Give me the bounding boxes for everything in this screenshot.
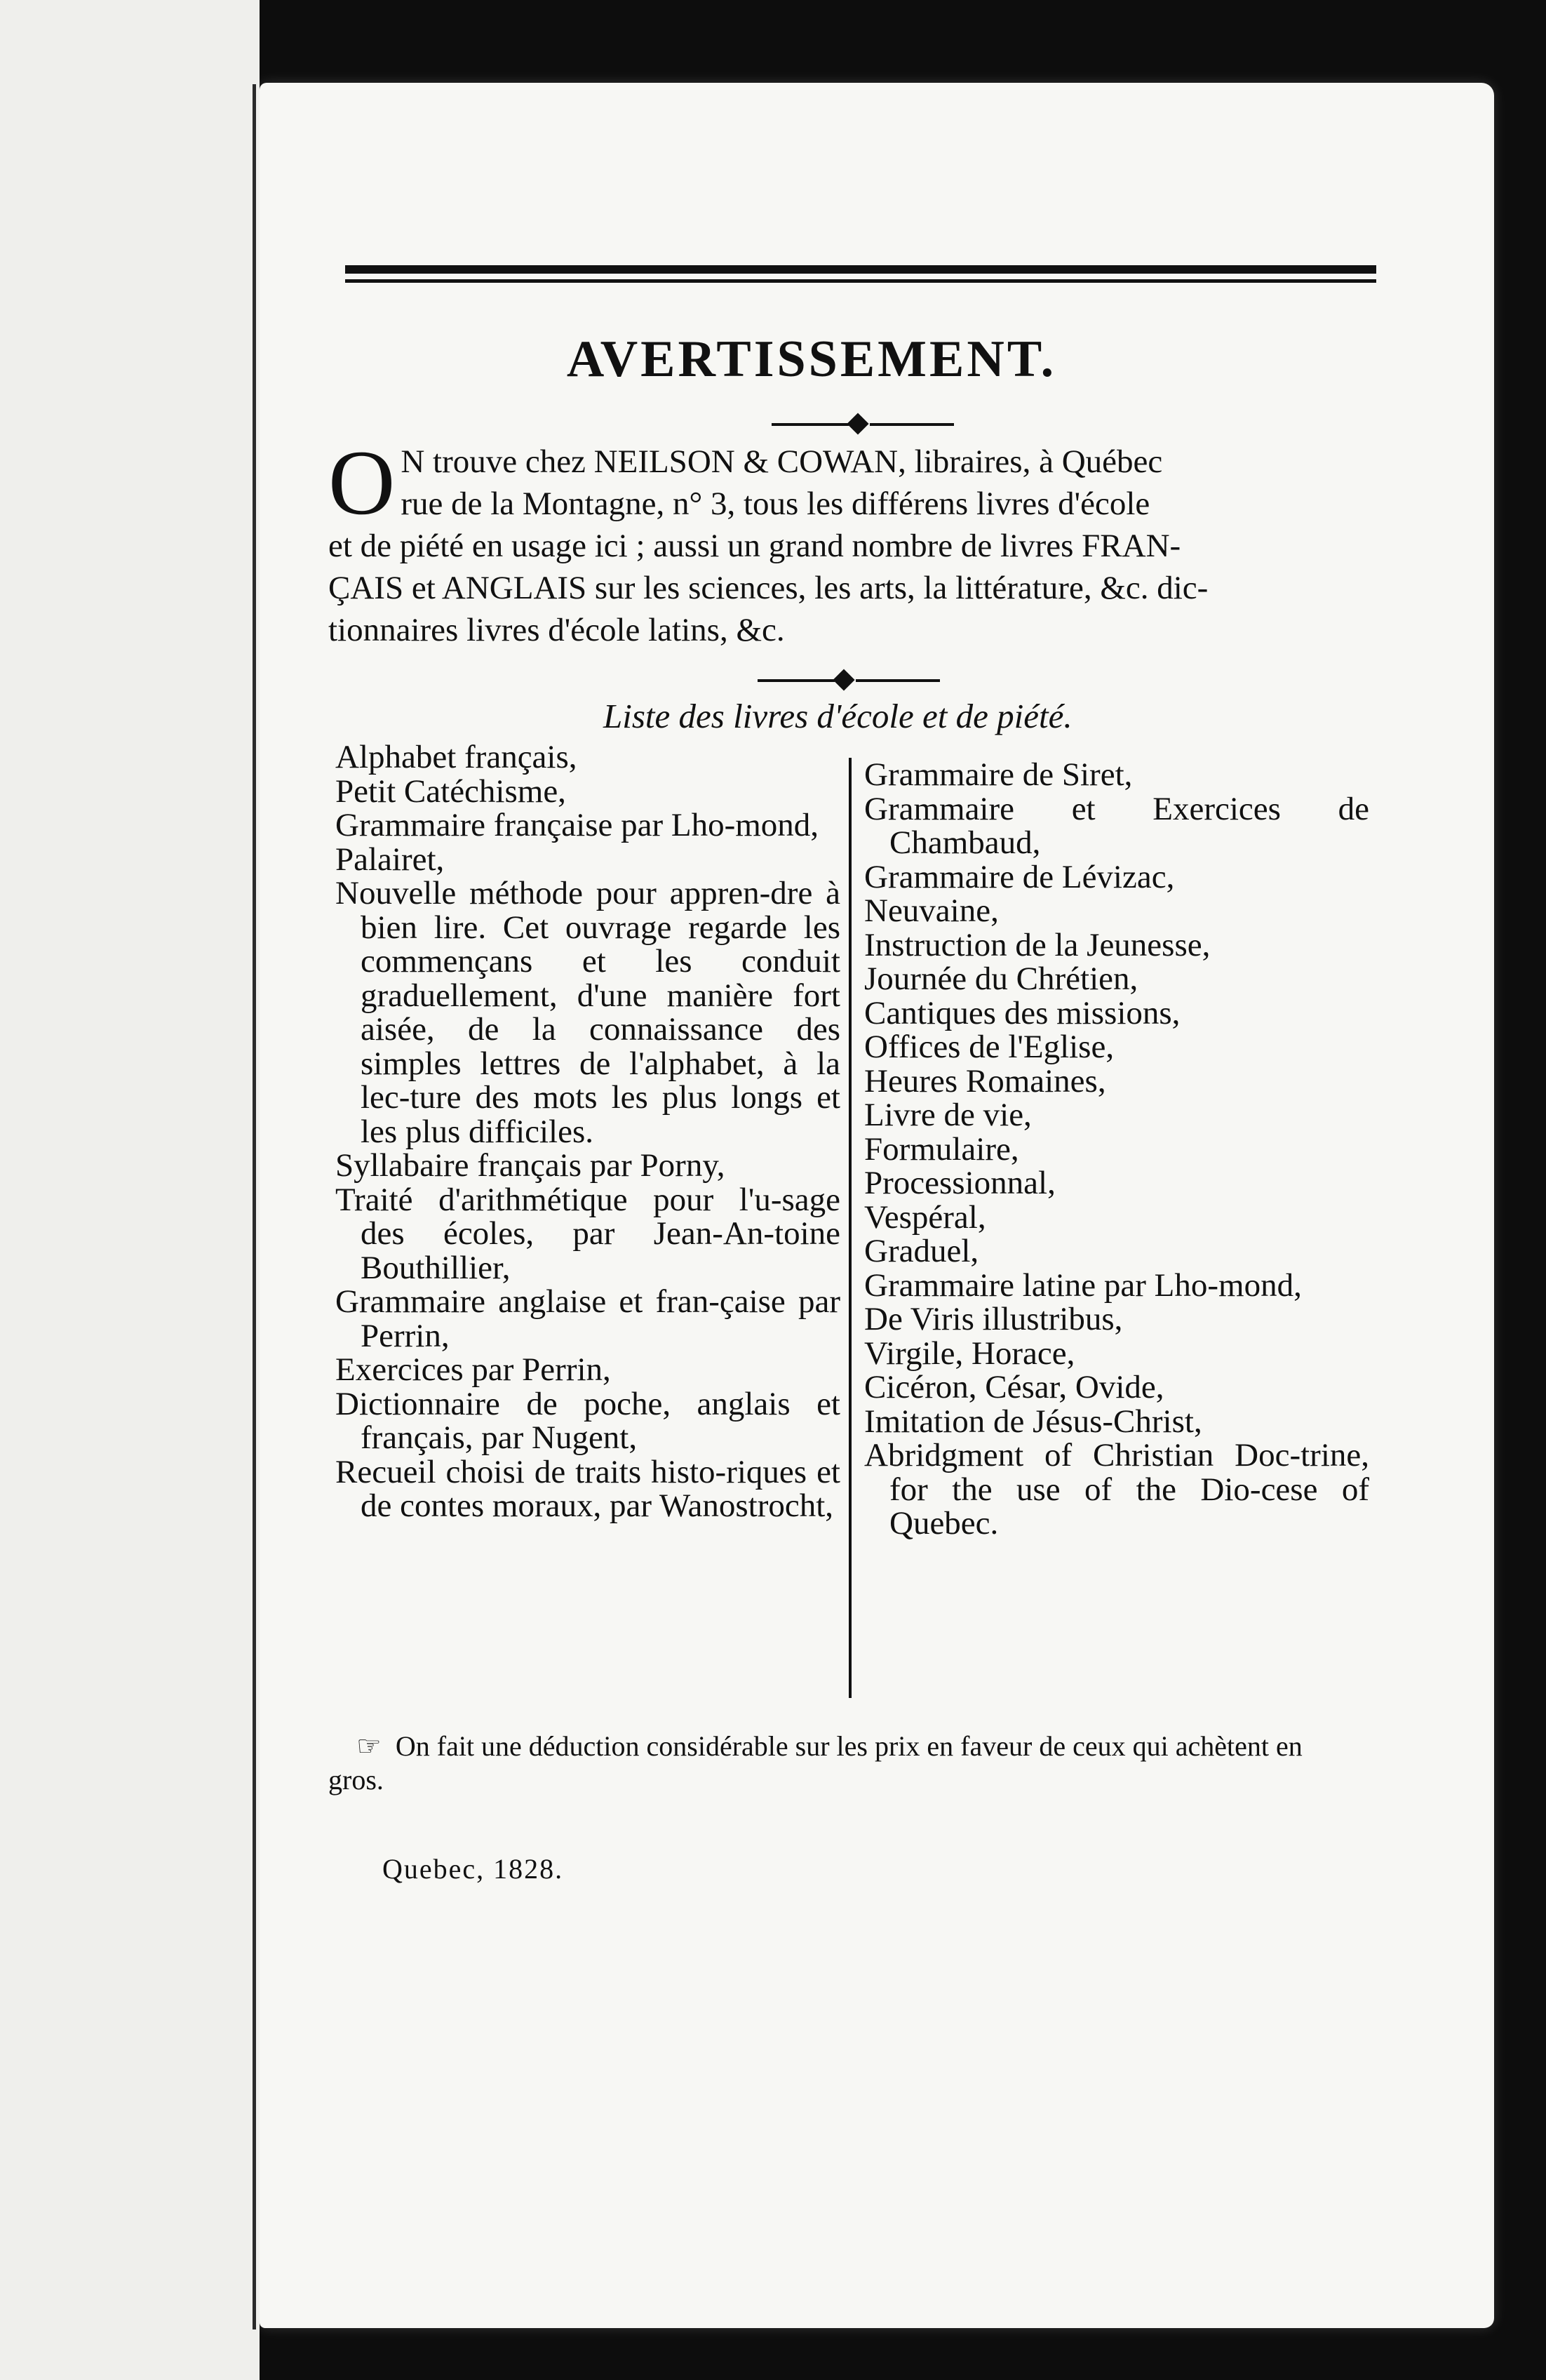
list-item: Grammaire latine par Lho-mond, bbox=[864, 1266, 1302, 1304]
drop-cap: O bbox=[328, 431, 396, 534]
list-item: Abridgment of Christian Doc-trine, for the use of the Dio-cese of Quebec. bbox=[864, 1437, 1369, 1542]
list-item: Processionnal, bbox=[864, 1165, 1056, 1201]
page-edge-line bbox=[253, 84, 256, 2329]
intro-line: rue de la Montagne, n° 3, tous les différens livres d'école bbox=[401, 486, 1150, 522]
header-rule-thick bbox=[345, 265, 1376, 274]
intro-line: N trouve chez NEILSON & COWAN, libraires, à Québec bbox=[401, 443, 1163, 480]
list-item: Instruction de la Jeunesse, bbox=[864, 926, 1211, 963]
list-item: Cicéron, César, Ovide, bbox=[864, 1369, 1164, 1405]
list-item: Cantiques des missions, bbox=[864, 994, 1181, 1031]
header-rule-thin bbox=[345, 279, 1376, 283]
ornament-divider-top bbox=[772, 414, 954, 435]
list-item: Formulaire, bbox=[864, 1130, 1019, 1168]
list-item: Nouvelle méthode pour appren-dre à bien lire. Cet ouvrage regarde les commençans et les conduit graduellement, d'une manière fort aisée, de la connaissance des simples lettres de l'alphabet, à la lec-ture des mots les plus longs et les plus difficiles. bbox=[335, 875, 840, 1150]
list-title: Liste des livres d'école et de piété. bbox=[603, 697, 1073, 735]
list-item: Grammaire de Siret, bbox=[864, 756, 1133, 793]
list-item: Offices de l'Eglise, bbox=[864, 1029, 1115, 1065]
list-item: Grammaire de Lévizac, bbox=[864, 858, 1175, 895]
ornament-divider-list bbox=[758, 670, 940, 691]
intro-line: ÇAIS et ANGLAIS sur les sciences, les arts, la littérature, &c. dic- bbox=[328, 570, 1209, 606]
intro-paragraph bbox=[328, 431, 1366, 651]
pointing-hand-icon: ☞ bbox=[356, 1730, 382, 1762]
discount-note bbox=[328, 1730, 1352, 1797]
list-item: Exercices par Perrin, bbox=[335, 1351, 611, 1388]
list-item: Petit Catéchisme, bbox=[335, 773, 566, 810]
column-divider bbox=[849, 758, 852, 1698]
list-item: Vespéral, bbox=[864, 1198, 986, 1236]
list-item: Imitation de Jésus-Christ, bbox=[864, 1403, 1202, 1440]
intro-line: tionnaires livres d'école latins, &c. bbox=[328, 612, 785, 648]
list-item: Traité d'arithmétique pour l'u-sage des écoles, par Jean-An-toine Bouthillier, bbox=[335, 1181, 840, 1286]
book-list-right bbox=[864, 758, 1369, 1541]
list-item: Alphabet français, bbox=[335, 739, 577, 775]
book-list-left bbox=[335, 740, 840, 1523]
list-item: Graduel, bbox=[864, 1233, 979, 1269]
list-item: Virgile, Horace, bbox=[864, 1335, 1075, 1372]
list-item: Grammaire anglaise et fran-çaise par Perrin, bbox=[335, 1283, 840, 1354]
list-item: Heures Romaines, bbox=[864, 1062, 1106, 1099]
imprint-line: Quebec, 1828. bbox=[382, 1853, 564, 1885]
page-title: AVERTISSEMENT. bbox=[566, 330, 1057, 388]
list-item: Recueil choisi de traits histo-riques et de contes moraux, par Wanostrocht, bbox=[335, 1453, 840, 1524]
list-item: Grammaire française par Lho-mond, bbox=[335, 807, 819, 843]
list-item: Livre de vie, bbox=[864, 1097, 1032, 1133]
list-item: Dictionnaire de poche, anglais et français, par Nugent, bbox=[335, 1385, 840, 1456]
list-item: Palairet, bbox=[335, 841, 445, 878]
list-item: De Viris illustribus, bbox=[864, 1301, 1123, 1337]
list-item: Grammaire et Exercices de Chambaud, bbox=[864, 790, 1369, 861]
note-text: On fait une déduction considérable sur les prix en faveur de ceux qui achètent en gros. bbox=[328, 1730, 1303, 1796]
list-item: Journée du Chrétien, bbox=[864, 961, 1138, 997]
intro-line: et de piété en usage ici ; aussi un grand nombre de livres FRAN- bbox=[328, 528, 1181, 564]
list-item: Neuvaine, bbox=[864, 893, 999, 929]
list-item: Syllabaire français par Porny, bbox=[335, 1147, 725, 1184]
